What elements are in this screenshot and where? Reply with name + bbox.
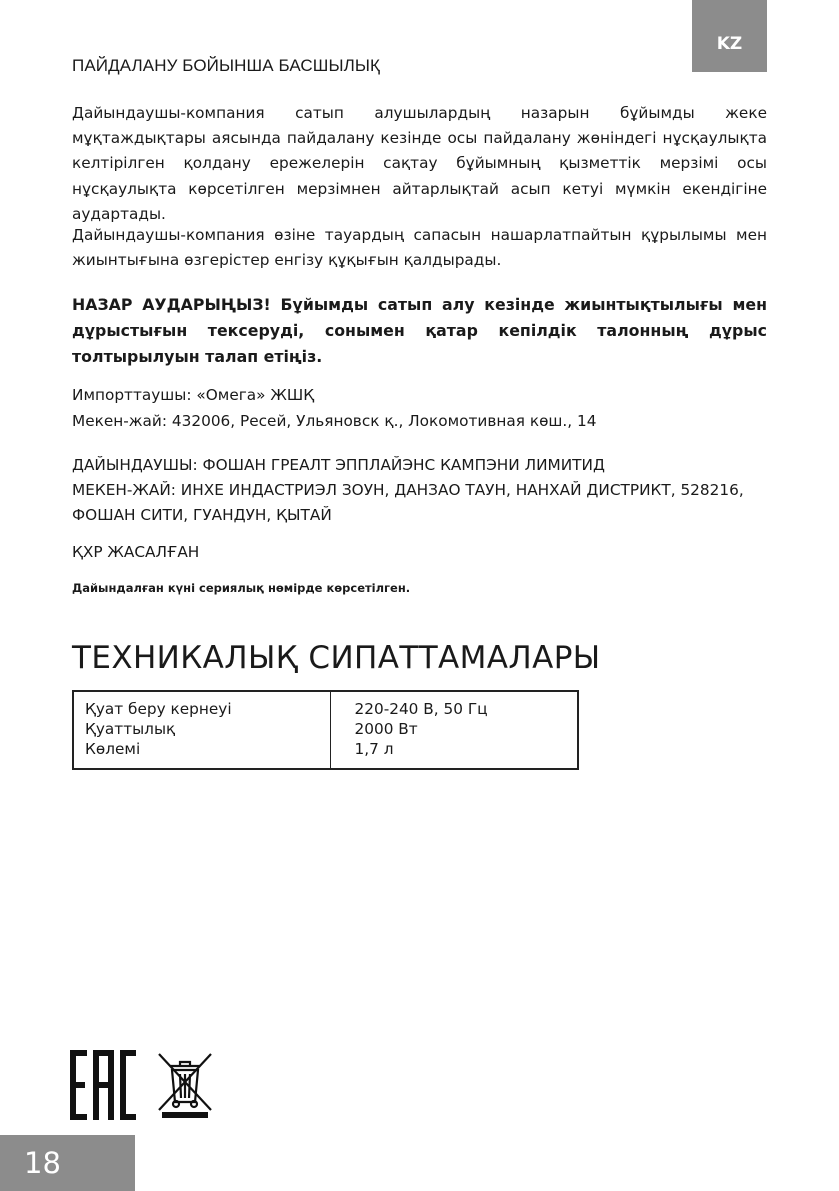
spec-value-volume: 1,7 л — [354, 740, 394, 758]
manual-title: ПАЙДАЛАНУ БОЙЫНША БАСШЫЛЫҚ — [72, 56, 381, 75]
specs-labels-cell — [73, 691, 330, 769]
production-date-note: Дайындалған күні сериялық нөмірде көрсетілген. — [72, 581, 411, 595]
manufacturer-line: ДАЙЫНДАУШЫ: ФОШАН ГРЕАЛТ ЭППЛАЙЭНС КАМПЭНИ ЛИМИТИД — [72, 456, 605, 474]
specs-table — [72, 690, 579, 770]
spec-label-voltage: Қуат беру кернеуі — [85, 700, 232, 718]
paragraph-service-life: Дайындаушы-компания сатып алушылардың назарын бұйымды жеке мұқтаждықтары аясында пайдалану кезінде осы пайдалану жөніндегі нұсқаулықта келтірілген қолдану ережелерін сақтау бұйымның қызметтік мерзімі осы нұсқаулықта көрсетілген мерзімнен айтарлықтай асып кетуі мүмкін екендігіне аудартады. — [72, 104, 767, 223]
warning-text: НАЗАР АУДАРЫҢЫЗ! Бұйымды сатып алу кезінде жиынтықтылығы мен дұрыстығын тексеруді, сонымен қатар кепілдік талонның дұрыс толтырылуын талап етіңіз. — [72, 295, 767, 366]
spec-label-power: Қуаттылық — [85, 720, 176, 738]
page-number: 18 — [0, 1135, 135, 1191]
spec-label-volume: Көлемі — [85, 740, 141, 758]
importer-line: Импорттаушы: «Омега» ЖШҚ — [72, 386, 315, 404]
paragraph-changes: Дайындаушы-компания өзіне тауардың сапасын нашарлатпайтын құрылымы мен жиынтығына өзгерістер енгізу құқығын қалдырады. — [72, 226, 767, 270]
specs-values-cell — [330, 691, 578, 769]
eac-icon — [70, 1050, 136, 1120]
specs-heading: ТЕХНИКАЛЫҚ СИПАТТАМАЛАРЫ — [72, 640, 601, 676]
language-tab: KZ — [692, 0, 767, 72]
spec-value-voltage: 220-240 В, 50 Гц — [354, 700, 488, 718]
importer-address: Мекен-жай: 432006, Ресей, Ульяновск қ., Локомотивная көш., 14 — [72, 412, 597, 430]
crossed-bin-icon — [156, 1052, 214, 1118]
made-in: ҚХР ЖАСАЛҒАН — [72, 543, 200, 561]
spec-value-power: 2000 Вт — [354, 720, 418, 738]
manufacturer-address: МЕКЕН-ЖАЙ: ИНХЕ ИНДАСТРИЭЛ ЗОУН, ДАНЗАО ТАУН, НАНХАЙ ДИСТРИКТ, 528216, ФОШАН СИТИ, ГУАНДУН, ҚЫТАЙ — [72, 481, 744, 525]
